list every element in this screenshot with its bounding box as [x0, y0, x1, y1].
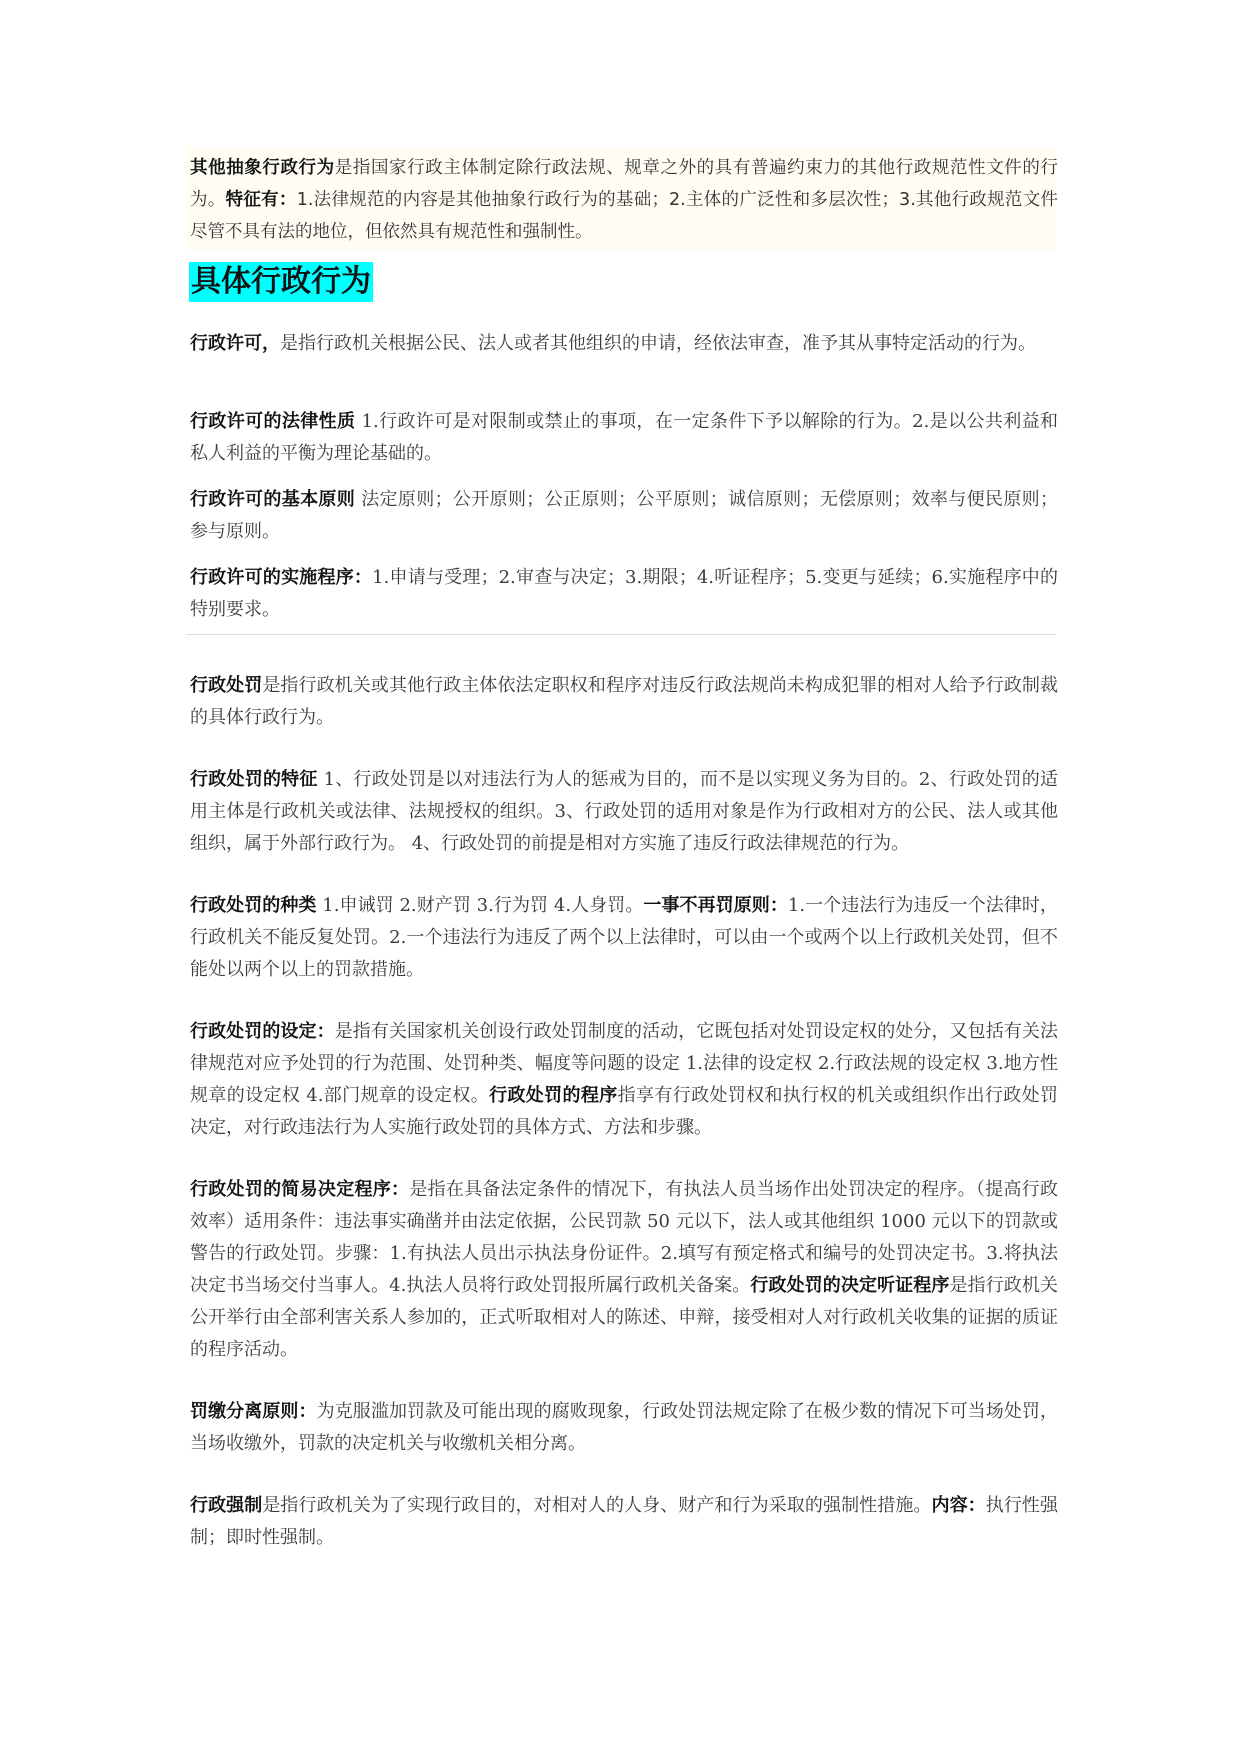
penalty-types [190, 890, 1058, 986]
nobis-text: 1.一个违法行为违反一个法律时，行政机关不能反复处罚。2.一个违法行为违反了两个以上法律时，可以由一个或两个以上行政机关处罚，但不能处以两个以上的罚款措施。 [190, 895, 1058, 980]
license-nature-term: 行政许可的法律性质 [190, 411, 356, 432]
section-heading: 具体行政行为 [189, 262, 373, 302]
penalty-separation-term: 罚缴分离原则： [190, 1401, 317, 1422]
section-divider [186, 634, 1056, 635]
penalty-type-text: 1.申诫罚 2.财产罚 3.行为罚 4.人身罚。 [316, 895, 644, 916]
coercion-definition [190, 1490, 1058, 1554]
license-procedure-term: 行政许可的实施程序： [190, 567, 373, 588]
intro-text: 是指国家行政主体制定除行政法规、规章之外的具有普遍约束力的其他行政规范性文件的行为。 [190, 158, 1058, 210]
penalty-definition [190, 670, 1058, 734]
penalty-setting [190, 1016, 1058, 1144]
intro-term: 其他抽象行政行为 [190, 158, 335, 178]
license-nature [190, 406, 1058, 470]
penalty-program-term: 行政处罚的程序 [489, 1085, 618, 1106]
penalty-def-term: 行政处罚 [190, 675, 263, 696]
intro-paragraph [190, 152, 1058, 248]
penalty-def-text: 是指行政机关或其他行政主体依法定职权和程序对违反行政法规尚未构成犯罪的相对人给予行政制裁的具体行政行为。 [190, 675, 1058, 728]
license-def-term: 行政许可， [190, 333, 280, 354]
penalty-separation-text: 为克服滥加罚款及可能出现的腐败现象，行政处罚法规定除了在极少数的情况下可当场处罚，当场收缴外，罚款的决定机关与收缴机关相分离。 [190, 1401, 1059, 1454]
penalty-type-term: 行政处罚的种类 [190, 895, 317, 916]
coercion-def-text: 是指行政机关为了实现行政目的，对相对人的人身、财产和行为采取的强制性措施。 [262, 1495, 932, 1516]
license-principle-text: 法定原则；公开原则；公正原则；公平原则；诚信原则；无偿原则；效率与便民原则；参与原则。 [190, 489, 1059, 542]
penalty-simple-text: 是指在具备法定条件的情况下，有执法人员当场作出处罚决定的程序。（提高行政效率）适用条件：违法事实确凿并由法定依据，公民罚款 50 元以下，法人或其他组织 1000 元以下的罚款或警告的行政处罚。步骤：1.有执法人员出示执法身份证件。2.填写有预定格式和编号的处罚决定书。3.将执法决定书当场交付当事人。4.执法人员将行政处罚报所属行政机关备案。 [190, 1179, 1059, 1296]
penalty-simple-procedure [190, 1174, 1058, 1366]
intro-feature-label: 特征有： [225, 190, 297, 210]
penalty-simple-term: 行政处罚的简易决定程序： [190, 1179, 410, 1200]
penalty-setting-text: 是指有关国家机关创设行政处罚制度的活动，它既包括对处罚设定权的处分，又包括有关法律规范对应予处罚的行为范围、处罚种类、幅度等问题的设定 1.法律的设定权 2.行政法规的设定权 3.地方性规章的设定权 4.部门规章的设定权。 [190, 1021, 1059, 1106]
coercion-def-term: 行政强制 [190, 1495, 263, 1516]
penalty-setting-term: 行政处罚的设定： [190, 1021, 335, 1042]
license-nature-text: 1.行政许可是对限制或禁止的事项，在一定条件下予以解除的行为。2.是以公共利益和私人利益的平衡为理论基础的。 [190, 411, 1058, 464]
coercion-content-text: 执行性强制；即时性强制。 [190, 1495, 1059, 1548]
license-def-text: 是指行政机关根据公民、法人或者其他组织的申请，经依法审查，准予其从事特定活动的行为。 [280, 333, 1036, 354]
intro-feature-text: 1.法律规范的内容是其他抽象行政行为的基础；2.主体的广泛性和多层次性；3.其他行政规范文件尽管不具有法的地位，但依然具有规范性和强制性。 [190, 190, 1058, 242]
license-procedure-text: 1.申请与受理；2.审查与决定；3.期限；4.听证程序；5.变更与延续；6.实施程序中的特别要求。 [190, 567, 1059, 620]
license-procedure [190, 562, 1058, 626]
penalty-hearing-term: 行政处罚的决定听证程序 [750, 1275, 950, 1296]
penalty-features [190, 764, 1058, 860]
coercion-content-term: 内容： [931, 1495, 986, 1516]
license-principle-term: 行政许可的基本原则 [190, 489, 356, 510]
penalty-separation [190, 1396, 1058, 1460]
license-principles [190, 484, 1058, 548]
license-definition [190, 328, 1058, 360]
penalty-feature-text: 1、行政处罚是以对违法行为人的惩戒为目的，而不是以实现义务为目的。2、行政处罚的适用主体是行政机关或法律、法规授权的组织。3、行政处罚的适用对象是作为行政相对方的公民、法人或其他组织，属于外部行政行为。 4、行政处罚的前提是相对方实施了违反行政法律规范的行为。 [190, 769, 1059, 854]
nobis-term: 一事不再罚原则： [643, 895, 788, 916]
penalty-program-text: 指享有行政处罚权和执行权的机关或组织作出行政处罚决定，对行政违法行为人实施行政处罚的具体方式、方法和步骤。 [190, 1085, 1058, 1138]
penalty-hearing-text: 是指行政机关公开举行由全部利害关系人参加的，正式听取相对人的陈述、申辩，接受相对人对行政机关收集的证据的质证的程序活动。 [190, 1275, 1059, 1360]
penalty-feature-term: 行政处罚的特征 [190, 769, 318, 790]
